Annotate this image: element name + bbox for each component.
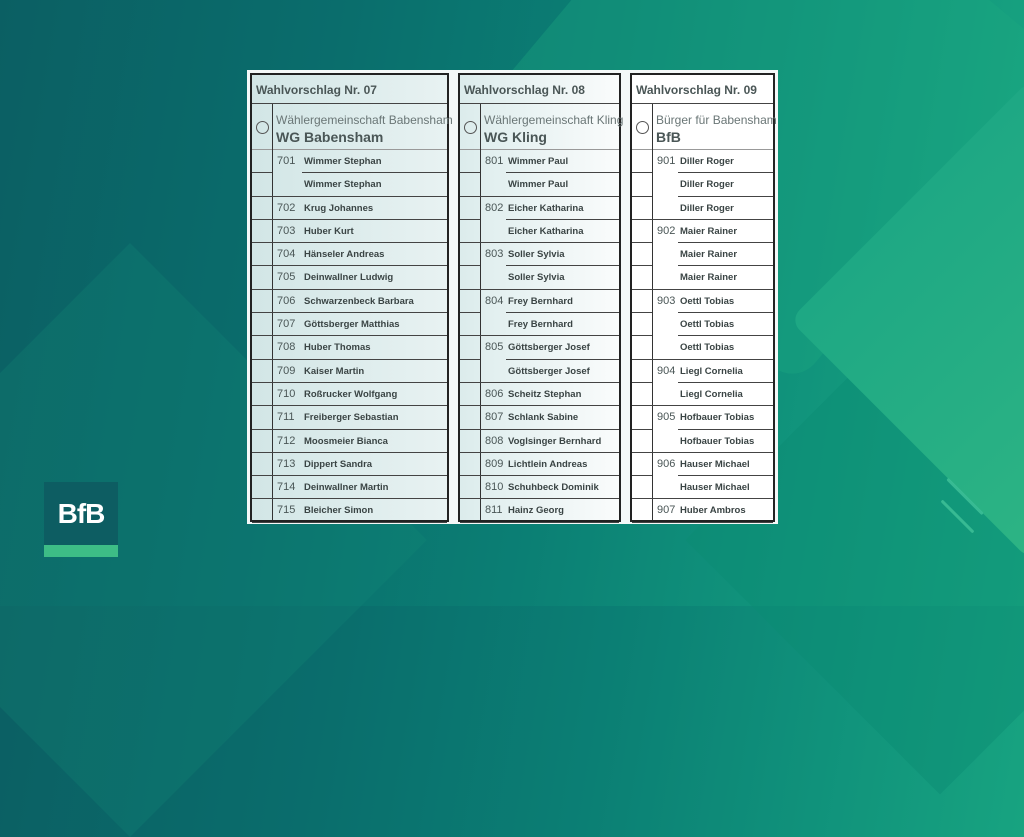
candidate-name: Maier Rainer bbox=[680, 225, 738, 237]
candidate-name: Moosmeier Bianca bbox=[304, 435, 388, 447]
candidate-number: 715 bbox=[277, 504, 296, 517]
candidate-number: 709 bbox=[277, 364, 296, 377]
candidate-number: 903 bbox=[657, 294, 676, 307]
ballot-header: Wahlvorschlag Nr. 08 bbox=[460, 75, 619, 104]
candidate-name: Deinwallner Martin bbox=[304, 482, 389, 494]
candidate-name: Scheitz Stephan bbox=[508, 388, 582, 400]
candidate-row[interactable] bbox=[460, 173, 619, 196]
candidate-number: 713 bbox=[277, 457, 296, 470]
candidate-name: Dippert Sandra bbox=[304, 458, 373, 470]
candidate-name: Huber Kurt bbox=[304, 225, 354, 237]
candidate-name: Maier Rainer bbox=[680, 272, 738, 284]
candidate-name: Hainz Georg bbox=[508, 505, 564, 517]
candidate-name: Frey Bernhard bbox=[508, 295, 573, 307]
candidate-row[interactable] bbox=[252, 266, 447, 289]
candidate-row[interactable] bbox=[632, 430, 773, 453]
candidate-row[interactable] bbox=[252, 406, 447, 429]
candidate-row[interactable] bbox=[460, 499, 619, 522]
candidate-number: 907 bbox=[657, 504, 676, 517]
candidate-row[interactable] bbox=[252, 173, 447, 196]
candidate-row[interactable] bbox=[632, 220, 773, 243]
row-divider bbox=[252, 522, 272, 523]
candidate-name: Voglsinger Bernhard bbox=[508, 435, 602, 447]
candidate-row[interactable] bbox=[632, 290, 773, 313]
ballot-excerpt bbox=[247, 70, 778, 524]
candidate-row[interactable] bbox=[252, 290, 447, 313]
ballot-column-08 bbox=[458, 73, 624, 522]
candidate-number: 708 bbox=[277, 341, 296, 354]
candidate-row[interactable] bbox=[460, 336, 619, 359]
candidate-number: 805 bbox=[485, 341, 504, 354]
party-row[interactable] bbox=[252, 104, 453, 150]
ballot-header: Wahlvorschlag Nr. 09 bbox=[632, 75, 773, 104]
candidate-number: 807 bbox=[485, 411, 504, 424]
candidate-number: 809 bbox=[485, 457, 504, 470]
candidate-row[interactable] bbox=[632, 383, 773, 406]
bfb-logo bbox=[44, 482, 118, 557]
candidate-name: Schlank Sabine bbox=[508, 412, 579, 424]
candidate-name: Lichtlein Andreas bbox=[508, 458, 588, 470]
candidate-list bbox=[252, 150, 447, 523]
party-short-name: BfB bbox=[656, 129, 681, 145]
candidate-row[interactable] bbox=[632, 476, 773, 499]
candidate-number: 808 bbox=[485, 434, 504, 447]
candidate-name: Hofbauer Tobias bbox=[680, 412, 755, 424]
candidate-number: 712 bbox=[277, 434, 296, 447]
candidate-name: Huber Ambros bbox=[680, 505, 746, 517]
candidate-name: Diller Roger bbox=[680, 179, 734, 191]
candidate-number: 906 bbox=[657, 457, 676, 470]
candidate-row[interactable] bbox=[460, 266, 619, 289]
vote-circle-icon[interactable] bbox=[636, 121, 649, 134]
candidate-name: Maier Rainer bbox=[680, 249, 738, 261]
candidate-row[interactable] bbox=[632, 150, 773, 173]
candidate-list bbox=[460, 150, 619, 523]
candidate-row[interactable] bbox=[632, 243, 773, 266]
ballot-header: Wahlvorschlag Nr. 07 bbox=[252, 75, 447, 104]
candidate-number: 706 bbox=[277, 294, 296, 307]
candidate-number: 703 bbox=[277, 224, 296, 237]
candidate-number: 711 bbox=[277, 411, 295, 424]
candidate-row[interactable] bbox=[632, 173, 773, 196]
party-full-name: Wählergemeinschaft Babensham bbox=[276, 113, 453, 127]
candidate-name: Oettl Tobias bbox=[680, 319, 735, 331]
candidate-name: Hänseler Andreas bbox=[304, 249, 385, 261]
candidate-row[interactable] bbox=[460, 430, 619, 453]
candidate-row[interactable] bbox=[460, 313, 619, 336]
candidate-name: Göttsberger Josef bbox=[508, 365, 590, 377]
party-row[interactable] bbox=[632, 104, 777, 150]
candidate-number: 904 bbox=[657, 364, 676, 377]
candidate-row[interactable] bbox=[460, 243, 619, 266]
candidate-number: 810 bbox=[485, 481, 504, 494]
candidate-name: Wimmer Stephan bbox=[304, 179, 382, 191]
candidate-number: 806 bbox=[485, 387, 504, 400]
candidate-name: Huber Thomas bbox=[304, 342, 371, 354]
candidate-row[interactable] bbox=[252, 336, 447, 359]
candidate-row[interactable] bbox=[460, 453, 619, 476]
candidate-row[interactable] bbox=[252, 220, 447, 243]
row-divider bbox=[652, 522, 773, 523]
candidate-name: Oettl Tobias bbox=[680, 295, 735, 307]
candidate-row[interactable] bbox=[252, 453, 447, 476]
candidate-row[interactable] bbox=[252, 243, 447, 266]
candidate-name: Hauser Michael bbox=[680, 458, 750, 470]
party-short-name: WG Babensham bbox=[276, 129, 384, 145]
candidate-row[interactable] bbox=[252, 313, 447, 336]
candidate-name: Schwarzenbeck Barbara bbox=[304, 295, 414, 307]
candidate-row[interactable] bbox=[252, 197, 447, 220]
candidate-name: Deinwallner Ludwig bbox=[304, 272, 394, 284]
candidate-row[interactable] bbox=[460, 383, 619, 406]
candidate-name: Soller Sylvia bbox=[508, 249, 565, 261]
candidate-number: 705 bbox=[277, 271, 296, 284]
candidate-name: Hofbauer Tobias bbox=[680, 435, 755, 447]
row-divider bbox=[480, 522, 619, 523]
candidate-name: Eicher Katharina bbox=[508, 225, 584, 237]
candidate-row[interactable] bbox=[460, 197, 619, 220]
candidate-row[interactable] bbox=[460, 476, 619, 499]
vote-circle-icon[interactable] bbox=[256, 121, 269, 134]
candidate-row[interactable] bbox=[460, 150, 619, 173]
candidate-name: Bleicher Simon bbox=[304, 505, 374, 517]
candidate-name: Roßrucker Wolfgang bbox=[304, 388, 398, 400]
candidate-row[interactable] bbox=[632, 453, 773, 476]
candidate-number: 714 bbox=[277, 481, 296, 494]
candidate-row[interactable] bbox=[460, 406, 619, 429]
candidate-row[interactable] bbox=[252, 150, 447, 173]
logo-text: BfB bbox=[57, 498, 105, 529]
party-short-name: WG Kling bbox=[484, 129, 547, 145]
candidate-name: Diller Roger bbox=[680, 202, 734, 214]
party-full-name: Wählergemeinschaft Kling bbox=[484, 113, 624, 127]
candidate-row[interactable] bbox=[632, 499, 773, 522]
candidate-number: 701 bbox=[277, 155, 296, 167]
candidate-row[interactable] bbox=[632, 360, 773, 383]
row-divider bbox=[460, 522, 480, 523]
candidate-number: 702 bbox=[277, 201, 296, 214]
candidate-row[interactable] bbox=[632, 266, 773, 289]
candidate-name: Wimmer Paul bbox=[508, 179, 569, 191]
row-divider bbox=[272, 522, 447, 523]
candidate-name: Eicher Katharina bbox=[508, 202, 584, 214]
ballot-column-07 bbox=[250, 73, 453, 522]
candidate-name: Liegl Cornelia bbox=[680, 365, 743, 377]
candidate-number: 710 bbox=[277, 387, 296, 400]
candidate-number: 901 bbox=[657, 155, 676, 167]
party-full-name: Bürger für Babensham bbox=[656, 113, 777, 127]
candidate-name: Schuhbeck Dominik bbox=[508, 482, 599, 494]
candidate-name: Wimmer Stephan bbox=[304, 156, 382, 167]
candidate-number: 704 bbox=[277, 248, 296, 261]
candidate-row[interactable] bbox=[252, 383, 447, 406]
party-row[interactable] bbox=[460, 104, 624, 150]
candidate-name: Göttsberger Josef bbox=[508, 342, 590, 354]
candidate-row[interactable] bbox=[252, 360, 447, 383]
candidate-row[interactable] bbox=[460, 290, 619, 313]
candidate-number: 707 bbox=[277, 318, 296, 331]
candidate-name: Göttsberger Matthias bbox=[304, 319, 400, 331]
candidate-name: Soller Sylvia bbox=[508, 272, 565, 284]
candidate-name: Wimmer Paul bbox=[508, 156, 569, 167]
candidate-number: 811 bbox=[485, 504, 503, 517]
candidate-name: Kaiser Martin bbox=[304, 365, 365, 377]
candidate-number: 905 bbox=[657, 411, 676, 424]
candidate-number: 801 bbox=[485, 155, 504, 167]
candidate-row[interactable] bbox=[632, 313, 773, 336]
logo-accent-bar bbox=[44, 545, 118, 557]
candidate-number: 803 bbox=[485, 248, 504, 261]
candidate-number: 902 bbox=[657, 224, 676, 237]
candidate-row[interactable] bbox=[252, 430, 447, 453]
candidate-name: Freiberger Sebastian bbox=[304, 412, 399, 424]
candidate-row[interactable] bbox=[460, 220, 619, 243]
candidate-name: Hauser Michael bbox=[680, 482, 750, 494]
candidate-row[interactable] bbox=[252, 476, 447, 499]
candidate-number: 804 bbox=[485, 294, 504, 307]
candidate-name: Diller Roger bbox=[680, 156, 734, 167]
ballot-column-09 bbox=[630, 73, 775, 522]
candidate-row[interactable] bbox=[632, 336, 773, 359]
candidate-row[interactable] bbox=[632, 197, 773, 220]
candidate-row[interactable] bbox=[632, 406, 773, 429]
candidate-row[interactable] bbox=[460, 360, 619, 383]
candidate-row[interactable] bbox=[252, 499, 447, 522]
candidate-name: Krug Johannes bbox=[304, 202, 374, 214]
candidate-name: Frey Bernhard bbox=[508, 319, 573, 331]
candidate-name: Oettl Tobias bbox=[680, 342, 735, 354]
candidate-number: 802 bbox=[485, 201, 504, 214]
vote-circle-icon[interactable] bbox=[464, 121, 477, 134]
candidate-list bbox=[632, 150, 773, 523]
candidate-name: Liegl Cornelia bbox=[680, 388, 743, 400]
row-divider bbox=[632, 522, 652, 523]
